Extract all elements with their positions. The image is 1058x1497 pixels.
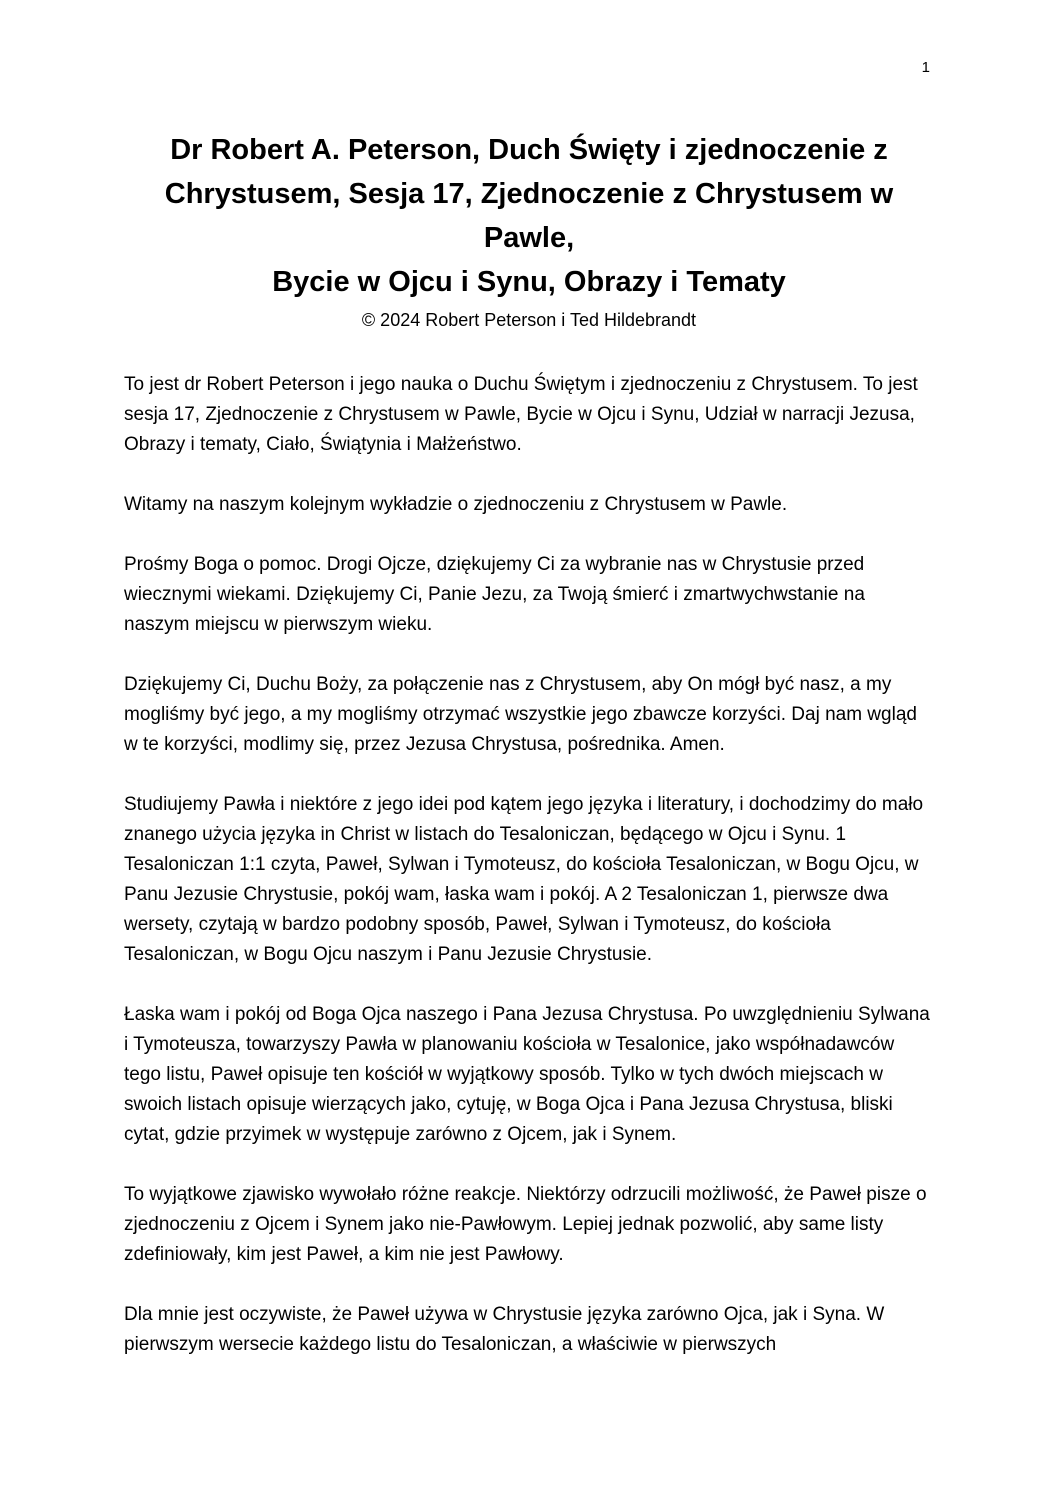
paragraph-7: To wyjątkowe zjawisko wywołało różne reakcje. Niektórzy odrzucili możliwość, że Paweł pisze o zjednoczeniu z Ojcem i Synem jako nie-Pawłowym. Lepiej jednak pozwolić, aby same listy zdefiniowały, kim jest Paweł, a kim nie jest Pawłowy. [124,1184,927,1265]
paragraph-2: Witamy na naszym kolejnym wykładzie o zjednoczeniu z Chrystusem w Pawle. [124,494,788,515]
document-body [124,370,934,1360]
copyright-line: © 2024 Robert Peterson i Ted Hildebrandt [361,310,697,330]
document-title-subline: Bycie w Ojcu i Synu, Obrazy i Tematy [272,266,786,298]
paragraph-8: Dla mnie jest oczywiste, że Paweł używa w Chrystusie języka zarówno Ojca, jak i Syna. W pierwszym wersecie każdego listu do Tesaloniczan, a właściwie w pierwszych [124,1304,885,1355]
document-title [124,128,934,304]
paragraph-3: Prośmy Boga o pomoc. Drogi Ojcze, dziękujemy Ci za wybranie nas w Chrystusie przed wiecznymi wiekami. Dziękujemy Ci, Panie Jezu, za Twoją śmierć i zmartwychwstanie na naszym miejscu w pierwszym wieku. [124,554,865,635]
paragraph-4: Dziękujemy Ci, Duchu Boży, za połączenie nas z Chrystusem, aby On mógł być nasz, a my mogliśmy być jego, a my mogliśmy otrzymać wszystkie jego zbawcze korzyści. Daj nam wgląd w te korzyści, modlimy się, przez Jezusa Chrystusa, pośrednika. Amen. [124,674,917,755]
paragraph-1: To jest dr Robert Peterson i jego nauka o Duchu Świętym i zjednoczeniu z Chrystusem. To jest sesja 17, Zjednoczenie z Chrystusem w Pawle, Bycie w Ojcu i Synu, Udział w narracji Jezusa, Obrazy i tematy, Ciało, Świątynia i Małżeństwo. [124,374,918,455]
page-number: 1 [921,59,930,76]
document-title-main: Dr Robert A. Peterson, Duch Święty i zjednoczenie z Chrystusem, Sesja 17, Zjednoczenie z Chrystusem w Pawle, [164,134,894,254]
paragraph-5: Studiujemy Pawła i niektóre z jego idei pod kątem jego języka i literatury, i dochodzimy do mało znanego użycia języka in Christ w listach do Tesaloniczan, będącego w Ojcu i Synu. 1 Tesaloniczan 1:1 czyta, Paweł, Sylwan i Tymoteusz, do kościoła Tesaloniczan, w Bogu Ojcu, w Panu Jezusie Chrystusie, pokój wam, łaska wam i pokój. A 2 Tesaloniczan 1, pierwsze dwa wersety, czytają w bardzo podobny sposób, Paweł, Sylwan i Tymoteusz, do kościoła Tesaloniczan, w Bogu Ojcu naszym i Panu Jezusie Chrystusie. [124,794,924,965]
paragraph-6: Łaska wam i pokój od Boga Ojca naszego i Pana Jezusa Chrystusa. Po uwzględnieniu Sylwana i Tymoteusza, towarzyszy Pawła w planowaniu kościoła w Tesalonice, jako współnadawców tego listu, Paweł opisuje ten kościół w wyjątkowy sposób. Tylko w tych dwóch miejscach w swoich listach opisuje wierzących jako, cytuję, w Boga Ojca i Pana Jezusa Chrystusa, bliski cytat, gdzie przyimek w występuje zarówno z Ojcem, jak i Synem. [124,1004,930,1145]
